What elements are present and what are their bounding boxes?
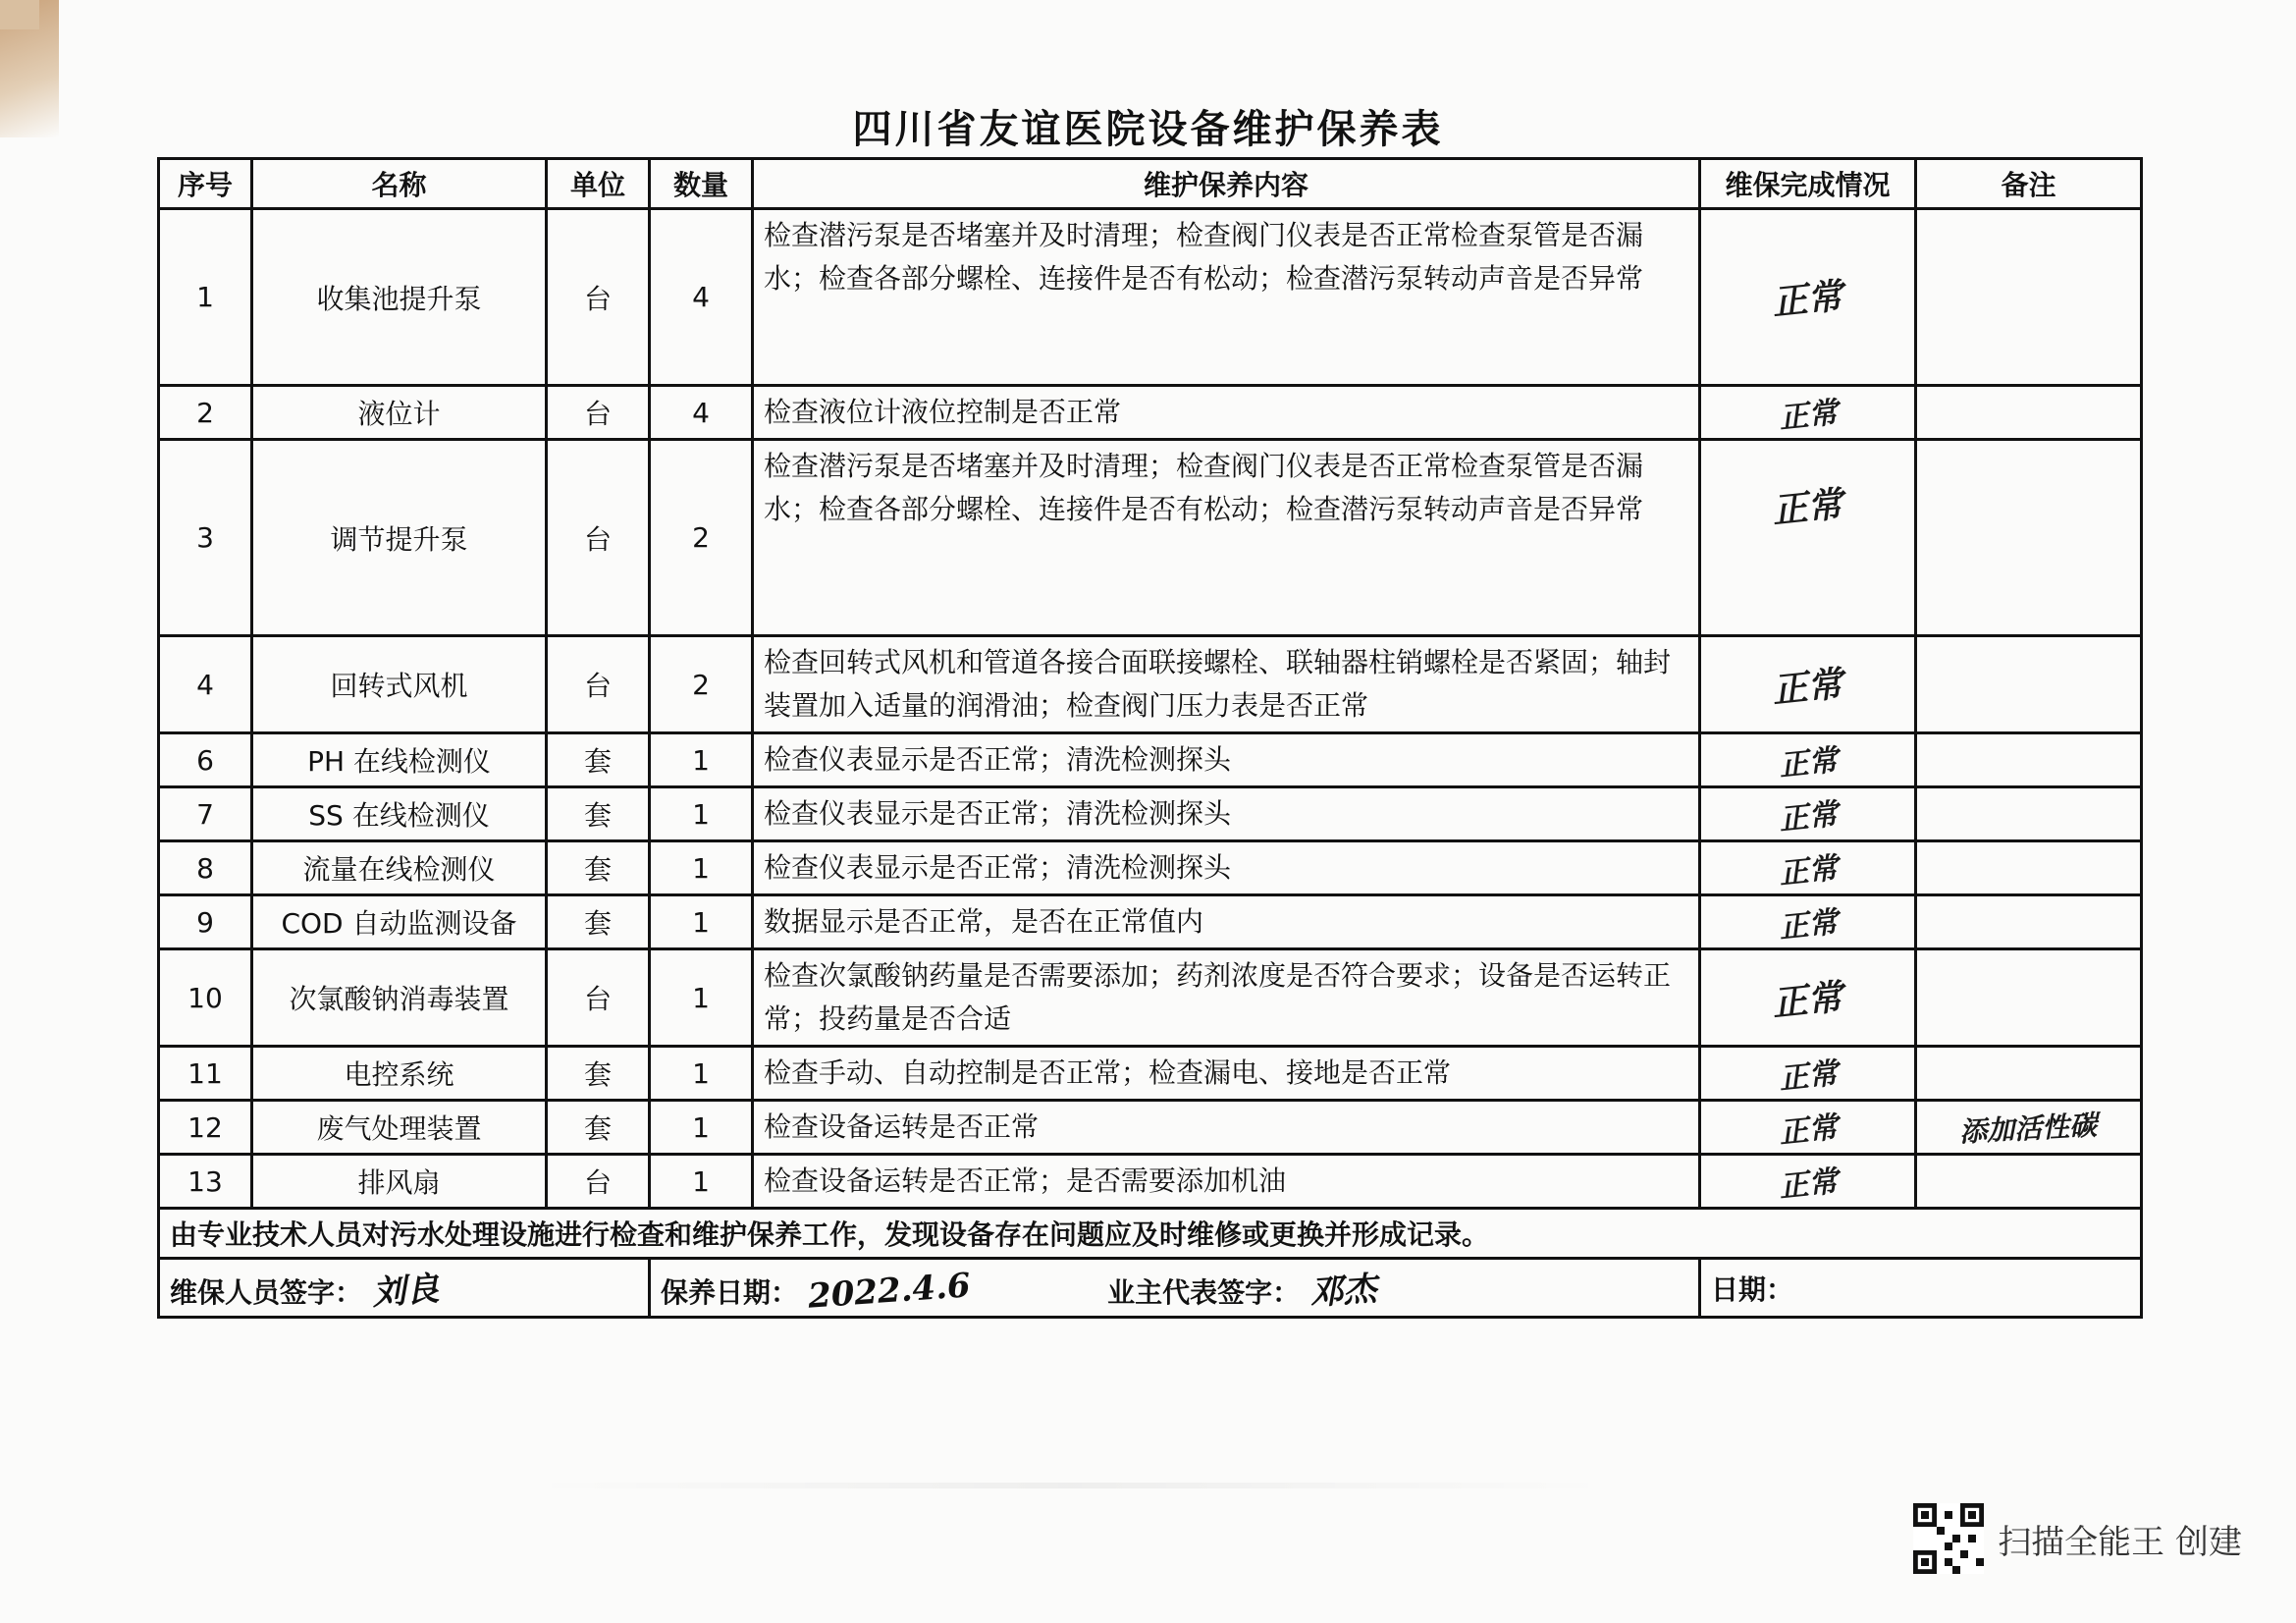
table-edge-background-corner [0,0,39,29]
owner-sign-label: 业主代表签字： [1107,1276,1301,1309]
row-qty: 2 [650,440,753,636]
table-row [159,386,2142,440]
owner-date-label: 日期： [1711,1272,1794,1306]
handwritten-status: 正常 [1770,662,1845,712]
header-status: 维保完成情况 [1700,159,1916,209]
row-content: 检查潜污泵是否堵塞并及时清理；检查阀门仪表是否正常检查泵管是否漏水；检查各部分螺栓、连接件是否有松动；检查潜污泵转动声音是否异常 [753,209,1700,386]
handwritten-status: 正常 [1777,395,1840,437]
row-content: 检查液位计液位控制是否正常 [753,386,1700,440]
header-name: 名称 [252,159,547,209]
maintenance-date-cell [650,1259,1700,1318]
row-no: 4 [159,636,252,733]
row-qty: 1 [650,895,753,949]
maintenance-table-wrapper [157,157,2140,1319]
maintenance-table [157,157,2143,1319]
row-unit: 台 [547,1155,650,1209]
row-name: 次氯酸钠消毒装置 [252,949,547,1047]
table-row [159,841,2142,895]
row-qty: 1 [650,1047,753,1101]
row-unit: 套 [547,787,650,841]
row-unit: 套 [547,841,650,895]
handwritten-status: 正常 [1777,1109,1840,1152]
row-name: 回转式风机 [252,636,547,733]
scanner-watermark [1913,1503,2242,1574]
handwritten-status: 正常 [1777,904,1840,947]
row-status [1700,895,1916,949]
row-status [1700,440,1916,636]
row-remarks [1916,386,2142,440]
row-qty: 1 [650,841,753,895]
row-no: 2 [159,386,252,440]
row-unit: 台 [547,386,650,440]
table-row [159,1101,2142,1155]
watermark-text: 扫描全能王 创建 [1998,1522,2242,1562]
row-qty: 1 [650,787,753,841]
row-status [1700,636,1916,733]
document-title: 四川省友谊医院设备维护保养表 [852,107,1444,152]
header-no: 序号 [159,159,252,209]
row-content: 数据显示是否正常，是否在正常值内 [753,895,1700,949]
scan-shadow [530,1483,1610,1488]
row-unit: 套 [547,1047,650,1101]
row-remarks [1916,209,2142,386]
row-remarks [1916,949,2142,1047]
row-no: 6 [159,733,252,787]
row-remarks [1916,1155,2142,1209]
row-status [1700,841,1916,895]
handwritten-status: 正常 [1770,483,1845,532]
table-row [159,209,2142,386]
row-no: 11 [159,1047,252,1101]
row-no: 8 [159,841,252,895]
row-name: 电控系统 [252,1047,547,1101]
row-name: 收集池提升泵 [252,209,547,386]
maintenance-date-value: 2022.4.6 [806,1266,972,1317]
row-remarks [1916,895,2142,949]
row-name: 排风扇 [252,1155,547,1209]
row-status [1700,787,1916,841]
maintenance-date-label: 保养日期： [661,1276,799,1309]
row-remarks [1916,733,2142,787]
row-name: PH 在线检测仪 [252,733,547,787]
row-remarks [1916,440,2142,636]
row-content: 检查次氯酸钠药量是否需要添加；药剂浓度是否符合要求；设备是否运转正常；投药量是否合适 [753,949,1700,1047]
row-unit: 套 [547,1101,650,1155]
row-name: COD 自动监测设备 [252,895,547,949]
row-no: 1 [159,209,252,386]
maintainer-sign-cell [159,1259,650,1318]
header-content: 维护保养内容 [753,159,1700,209]
row-status [1700,386,1916,440]
row-unit: 台 [547,949,650,1047]
header-remarks: 备注 [1916,159,2142,209]
row-unit: 套 [547,895,650,949]
row-status [1700,949,1916,1047]
row-qty: 1 [650,1155,753,1209]
row-status [1700,733,1916,787]
row-remarks [1916,636,2142,733]
table-row [159,895,2142,949]
signature-row [159,1259,2142,1318]
row-unit: 套 [547,733,650,787]
maintainer-signature: 刘良 [370,1269,441,1314]
table-body [159,209,2142,1318]
handwritten-status: 正常 [1777,796,1840,839]
row-no: 7 [159,787,252,841]
row-qty: 2 [650,636,753,733]
maintainer-sign-label: 维保人员签字： [170,1276,363,1309]
row-status [1700,209,1916,386]
owner-date-cell [1700,1259,2142,1318]
table-row [159,440,2142,636]
row-content: 检查设备运转是否正常 [753,1101,1700,1155]
row-content: 检查设备运转是否正常；是否需要添加机油 [753,1155,1700,1209]
row-status [1700,1047,1916,1101]
row-remarks [1916,787,2142,841]
row-qty: 1 [650,949,753,1047]
handwritten-status: 正常 [1770,975,1845,1025]
footer-note-row [159,1209,2142,1259]
table-row [159,636,2142,733]
table-row [159,1047,2142,1101]
row-no: 10 [159,949,252,1047]
row-unit: 台 [547,636,650,733]
row-qty: 1 [650,1101,753,1155]
handwritten-remark: 添加活性碳 [1958,1109,2099,1149]
qr-code-icon [1913,1503,1984,1574]
row-content: 检查手动、自动控制是否正常；检查漏电、接地是否正常 [753,1047,1700,1101]
row-status [1700,1101,1916,1155]
row-content: 检查仪表显示是否正常；清洗检测探头 [753,733,1700,787]
row-status [1700,1155,1916,1209]
header-unit: 单位 [547,159,650,209]
row-remarks [1916,1101,2142,1155]
header-qty: 数量 [650,159,753,209]
row-name: 调节提升泵 [252,440,547,636]
row-no: 12 [159,1101,252,1155]
row-no: 9 [159,895,252,949]
row-qty: 1 [650,733,753,787]
footer-note: 由专业技术人员对污水处理设施进行检查和维护保养工作，发现设备存在问题应及时维修或更换并形成记录。 [159,1209,2142,1259]
table-row [159,1155,2142,1209]
row-content: 检查仪表显示是否正常；清洗检测探头 [753,841,1700,895]
table-row [159,733,2142,787]
handwritten-status: 正常 [1777,850,1840,893]
row-content: 检查仪表显示是否正常；清洗检测探头 [753,787,1700,841]
row-no: 3 [159,440,252,636]
row-name: 废气处理装置 [252,1101,547,1155]
row-name: 液位计 [252,386,547,440]
row-content: 检查潜污泵是否堵塞并及时清理；检查阀门仪表是否正常检查泵管是否漏水；检查各部分螺栓、连接件是否有松动；检查潜污泵转动声音是否异常 [753,440,1700,636]
row-name: SS 在线检测仪 [252,787,547,841]
table-header-row [159,159,2142,209]
row-unit: 台 [547,209,650,386]
owner-signature: 邓杰 [1308,1269,1378,1314]
table-row [159,787,2142,841]
row-name: 流量在线检测仪 [252,841,547,895]
table-row [159,949,2142,1047]
row-qty: 4 [650,386,753,440]
row-qty: 4 [650,209,753,386]
handwritten-status: 正常 [1777,742,1840,784]
row-remarks [1916,841,2142,895]
handwritten-status: 正常 [1770,275,1845,324]
handwritten-status: 正常 [1777,1163,1840,1206]
row-remarks [1916,1047,2142,1101]
handwritten-status: 正常 [1777,1055,1840,1098]
row-content: 检查回转式风机和管道各接合面联接螺栓、联轴器柱销螺栓是否紧固；轴封装置加入适量的润滑油；检查阀门压力表是否正常 [753,636,1700,733]
row-unit: 台 [547,440,650,636]
row-no: 13 [159,1155,252,1209]
